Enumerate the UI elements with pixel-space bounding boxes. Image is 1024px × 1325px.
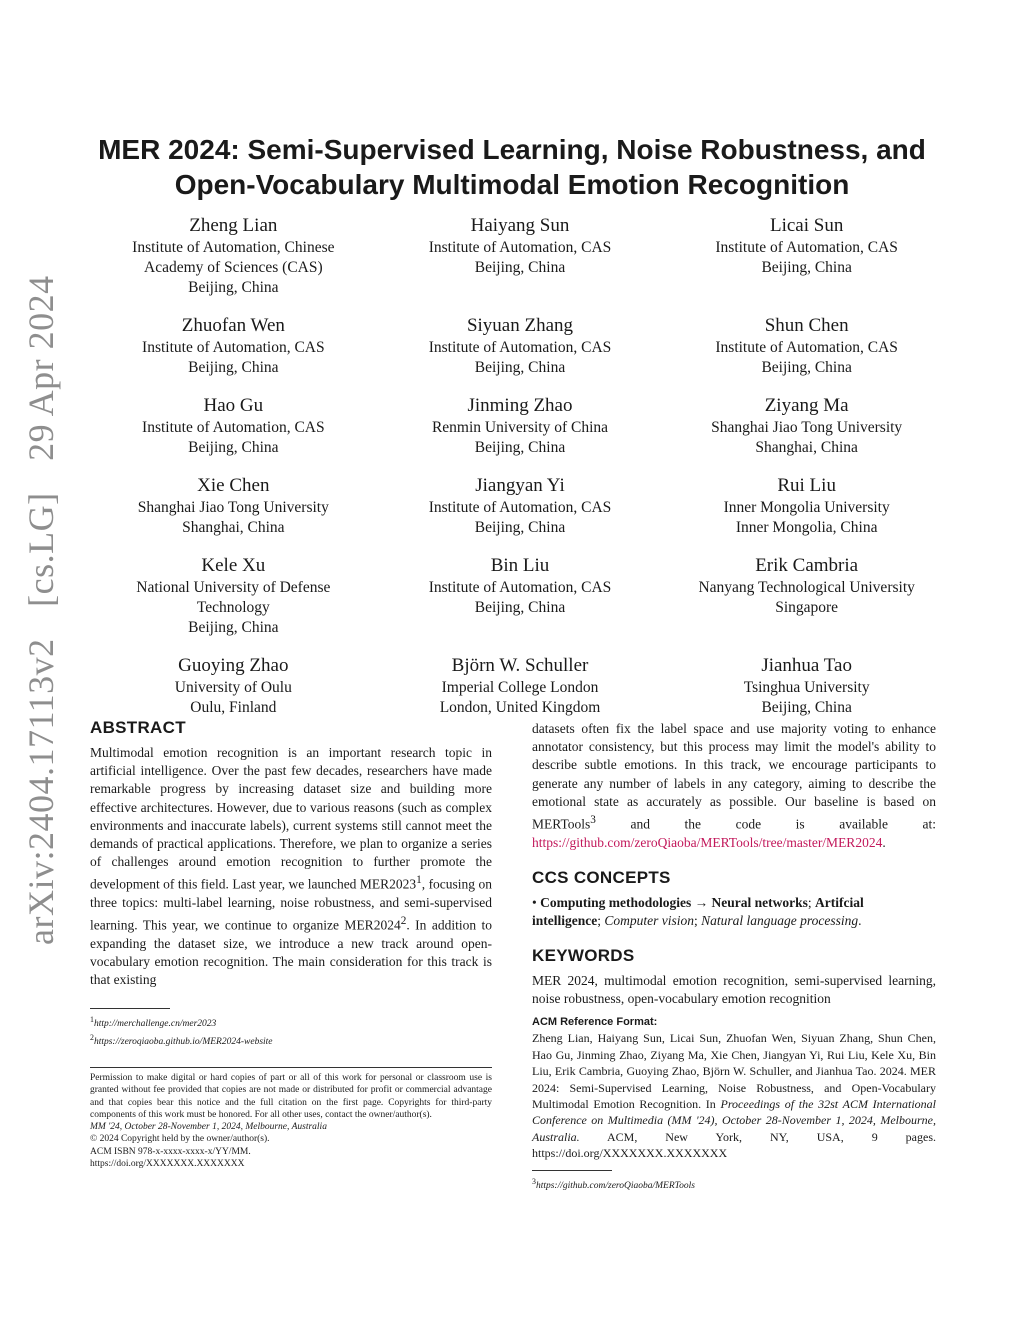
footnote-divider bbox=[90, 1008, 170, 1009]
author-block bbox=[90, 474, 377, 538]
author-name: Kele Xu bbox=[201, 555, 266, 576]
author-affiliation-line: Academy of Sciences (CAS) bbox=[144, 259, 323, 276]
author-affiliation-line: Institute of Automation, CAS bbox=[715, 339, 898, 356]
author-name: Licai Sun bbox=[769, 215, 844, 236]
author-affiliation-line: National University of Defense bbox=[136, 579, 331, 596]
abstract-text: Multimodal emotion recognition is an important research topic in artificial intelligence. Over the past few decades, researchers have made remarkable progress by increasing dataset size and building more effective architectures. However, due to various reasons (such as complex environments and inaccurate labels), current systems still cannot meet the demands of practical applications. Therefore, we plan to organize a series of challenges around emotion recognition to further promote the development of this field. Last year, we launched MER2023$^1$, focusing on three topics: multi-label learning, noise robustness, and semi-supervised learning. This year, we continue to organize MER2024$^2$. In addition to expanding the dataset size, we introduce a new track around open-vocabulary emotion recognition. The main consideration for this track is that existing bbox=[90, 745, 493, 988]
author-affiliation-line: Renmin University of China bbox=[431, 419, 609, 436]
author-list bbox=[90, 214, 950, 734]
reference-text: Zheng Lian, Haiyang Sun, Licai Sun, Zhuofan Wen, Siyuan Zhang, Shun Chen, Hao Gu, Jinming Zhao, Ziyang Ma, Xie Chen, Jiangyan Yi, Rui Liu, Kele Xu, Bin Liu, Erik Cambria, Guoying Zhao, Björn W. Schuller, and Jianhua Tao. 2024. MER 2024: Semi-Supervised Learning, Noise Robustness, and Open-Vocabulary Multimodal Emotion Recognition. In Proceedings of the 32st ACM International Conference on Multimedia (MM '24), October 28-November 1, 2024, Melbourne, Australia. ACM, New York, NY, USA, 9 pages. https://doi.org/XXXXXXX.XXXXXXX bbox=[532, 1031, 936, 1161]
footnote-1: $^1$http://merchallenge.cn/mer2023 bbox=[90, 1014, 217, 1029]
author-affiliation-line: Institute of Automation, CAS bbox=[715, 239, 898, 256]
author-affiliation-line: Institute of Automation, CAS bbox=[428, 579, 612, 596]
author-affiliation-line: Beijing, China bbox=[474, 259, 566, 276]
reference-heading: ACM Reference Format: bbox=[532, 1016, 658, 1029]
author-block bbox=[90, 554, 377, 638]
permission-divider bbox=[90, 1067, 492, 1068]
author-affiliation-line: Beijing, China bbox=[188, 279, 279, 296]
author-name: Björn W. Schuller bbox=[451, 655, 589, 676]
author-affiliation-line: Shanghai, China bbox=[755, 439, 858, 456]
author-affiliation-line: Inner Mongolia University bbox=[723, 499, 890, 516]
author-name: Zheng Lian bbox=[189, 215, 278, 236]
author-name: Hao Gu bbox=[203, 395, 264, 416]
footnote-ref-2[interactable]: 2 bbox=[400, 915, 407, 928]
author-affiliation-line: Beijing, China bbox=[474, 439, 566, 456]
author-block bbox=[663, 474, 950, 538]
author-affiliation-line: Shanghai Jiao Tong University bbox=[711, 419, 903, 436]
author-name: Bin Liu bbox=[490, 555, 550, 576]
author-name: Guoying Zhao bbox=[178, 655, 289, 676]
author-name: Jianhua Tao bbox=[761, 655, 852, 676]
author-affiliation-line: Beijing, China bbox=[188, 619, 279, 636]
author-affiliation-line: Beijing, China bbox=[761, 359, 852, 376]
author-affiliation-line: London, United Kingdom bbox=[439, 699, 601, 716]
isbn-line: ACM ISBN 978-x-xxxx-xxxx-x/YY/MM. bbox=[90, 1146, 251, 1157]
author-affiliation-line: University of Oulu bbox=[174, 679, 292, 696]
author-block bbox=[90, 314, 377, 378]
author-affiliation-line: Institute of Automation, Chinese bbox=[132, 239, 335, 256]
copyright-line: © 2024 Copyright held by the owner/author(s). bbox=[90, 1134, 270, 1145]
author-affiliation-line: Singapore bbox=[775, 599, 839, 616]
author-affiliation-line: Institute of Automation, CAS bbox=[428, 339, 612, 356]
keywords-heading: KEYWORDS bbox=[532, 945, 635, 965]
conference-line: MM '24, October 28-November 1, 2024, Melbourne, Australia bbox=[90, 1122, 327, 1133]
author-name: Ziyang Ma bbox=[764, 395, 849, 416]
author-block bbox=[377, 214, 664, 298]
author-block bbox=[663, 314, 950, 378]
arxiv-date: 29 Apr 2024 bbox=[21, 275, 61, 461]
author-block bbox=[377, 554, 664, 638]
keywords-text: MER 2024, multimodal emotion recognition, semi-supervised learning, noise robustness, open-vocabulary emotion recognition bbox=[532, 972, 936, 1007]
author-name: Zhuofan Wen bbox=[181, 315, 285, 336]
author-block bbox=[90, 214, 377, 298]
author-name: Jinming Zhao bbox=[467, 395, 573, 416]
author-affiliation-line: Institute of Automation, CAS bbox=[428, 499, 612, 516]
permission-notice: Permission to make digital or hard copies of part or all of this work for personal or classroom use is granted without fee provided that copies are not made or distributed for profit or commercial advantage and that copies bear this notice and the full citation on the first page. Copyrights for third-party components of this work must be honored. For all other uses, contact the owner/author(s). bbox=[90, 1072, 492, 1120]
footnote-ref-3[interactable]: 3 bbox=[590, 814, 596, 827]
footnote-3: $^3$https://github.com/zeroQiaoba/MERTools bbox=[532, 1176, 695, 1191]
author-name: Siyuan Zhang bbox=[466, 315, 574, 336]
author-name: Haiyang Sun bbox=[470, 215, 570, 236]
author-block bbox=[90, 654, 377, 718]
author-affiliation-line: Shanghai, China bbox=[182, 519, 285, 536]
footnotes-left bbox=[90, 1013, 492, 1049]
author-affiliation-line: Beijing, China bbox=[761, 259, 852, 276]
footnote-ref-1[interactable]: 1 bbox=[416, 874, 422, 887]
author-block bbox=[377, 654, 664, 718]
author-block bbox=[377, 474, 664, 538]
author-affiliation-line: Institute of Automation, CAS bbox=[142, 419, 325, 436]
author-affiliation-line: Institute of Automation, CAS bbox=[428, 239, 612, 256]
footnote-2-link[interactable]: https://zeroqiaoba.github.io/MER2024-website bbox=[93, 1036, 273, 1047]
author-block bbox=[90, 394, 377, 458]
author-affiliation-line: Institute of Automation, CAS bbox=[142, 339, 325, 356]
paper-title bbox=[60, 132, 964, 202]
arxiv-category: [cs.LG] bbox=[21, 492, 61, 607]
title-line-2: Open-Vocabulary Multimodal Emotion Recognition bbox=[174, 169, 850, 200]
footnote-3-link[interactable]: https://github.com/zeroQiaoba/MERTools bbox=[535, 1180, 695, 1191]
author-affiliation-line: Oulu, Finland bbox=[190, 699, 277, 716]
right-column bbox=[532, 720, 936, 1193]
abstract-heading: ABSTRACT bbox=[90, 718, 186, 737]
author-block bbox=[663, 554, 950, 638]
author-affiliation-line: Tsinghua University bbox=[743, 679, 870, 696]
abstract-continued: datasets often fix the label space and use majority voting to enhance annotator consistency, but this process may limit the model's ability to describe subtle emotions. In this track, we encourage participants to generate any number of labels in any category, aiming to describe the emotional state as accurately as possible. Our baseline is based on MERTools$^3$ and the code is available at: https://github.com/zeroQiaoba/MERTools/tree/master/MER2024. bbox=[532, 721, 936, 850]
author-name: Rui Liu bbox=[777, 475, 836, 496]
author-name: Xie Chen bbox=[197, 475, 270, 496]
arxiv-id: arXiv:2404.17113v2 bbox=[21, 638, 61, 945]
ccs-concepts: • Computing methodologies → Neural networks; Artifcial intelligence; Computer vision; Natural language processing. bbox=[532, 894, 864, 928]
arxiv-sidebar-stamp bbox=[20, 253, 62, 945]
title-line-1: MER 2024: Semi-Supervised Learning, Noise Robustness, and bbox=[98, 134, 926, 165]
footnote-2: $^2$https://zeroqiaoba.github.io/MER2024-website bbox=[90, 1032, 273, 1047]
author-affiliation-line: Shanghai Jiao Tong University bbox=[137, 499, 329, 516]
author-block bbox=[663, 394, 950, 458]
author-name: Jiangyan Yi bbox=[475, 475, 565, 496]
footnote-divider-right bbox=[532, 1170, 612, 1171]
ccs-heading: CCS CONCEPTS bbox=[532, 867, 671, 887]
left-column bbox=[90, 718, 492, 1170]
author-affiliation-line: Beijing, China bbox=[188, 359, 279, 376]
author-affiliation-line: Imperial College London bbox=[441, 679, 599, 696]
author-affiliation-line: Beijing, China bbox=[474, 519, 566, 536]
author-block bbox=[377, 314, 664, 378]
author-affiliation-line: Nanyang Technological University bbox=[698, 579, 915, 596]
author-block bbox=[663, 214, 950, 298]
author-affiliation-line: Beijing, China bbox=[188, 439, 279, 456]
author-affiliation-line: Beijing, China bbox=[474, 359, 566, 376]
author-name: Erik Cambria bbox=[755, 555, 859, 576]
author-block bbox=[663, 654, 950, 718]
doi-line[interactable]: https://doi.org/XXXXXXX.XXXXXXX bbox=[90, 1159, 245, 1170]
author-affiliation-line: Technology bbox=[196, 599, 270, 616]
author-affiliation-line: Beijing, China bbox=[761, 699, 852, 716]
footnote-1-link[interactable]: http://merchallenge.cn/mer2023 bbox=[93, 1018, 217, 1029]
code-link[interactable]: https://github.com/zeroQiaoba/MERTools/tree/master/MER2024 bbox=[532, 834, 883, 850]
author-block bbox=[377, 394, 664, 458]
author-affiliation-line: Beijing, China bbox=[474, 599, 566, 616]
author-name: Shun Chen bbox=[764, 315, 849, 336]
author-affiliation-line: Inner Mongolia, China bbox=[735, 519, 878, 536]
